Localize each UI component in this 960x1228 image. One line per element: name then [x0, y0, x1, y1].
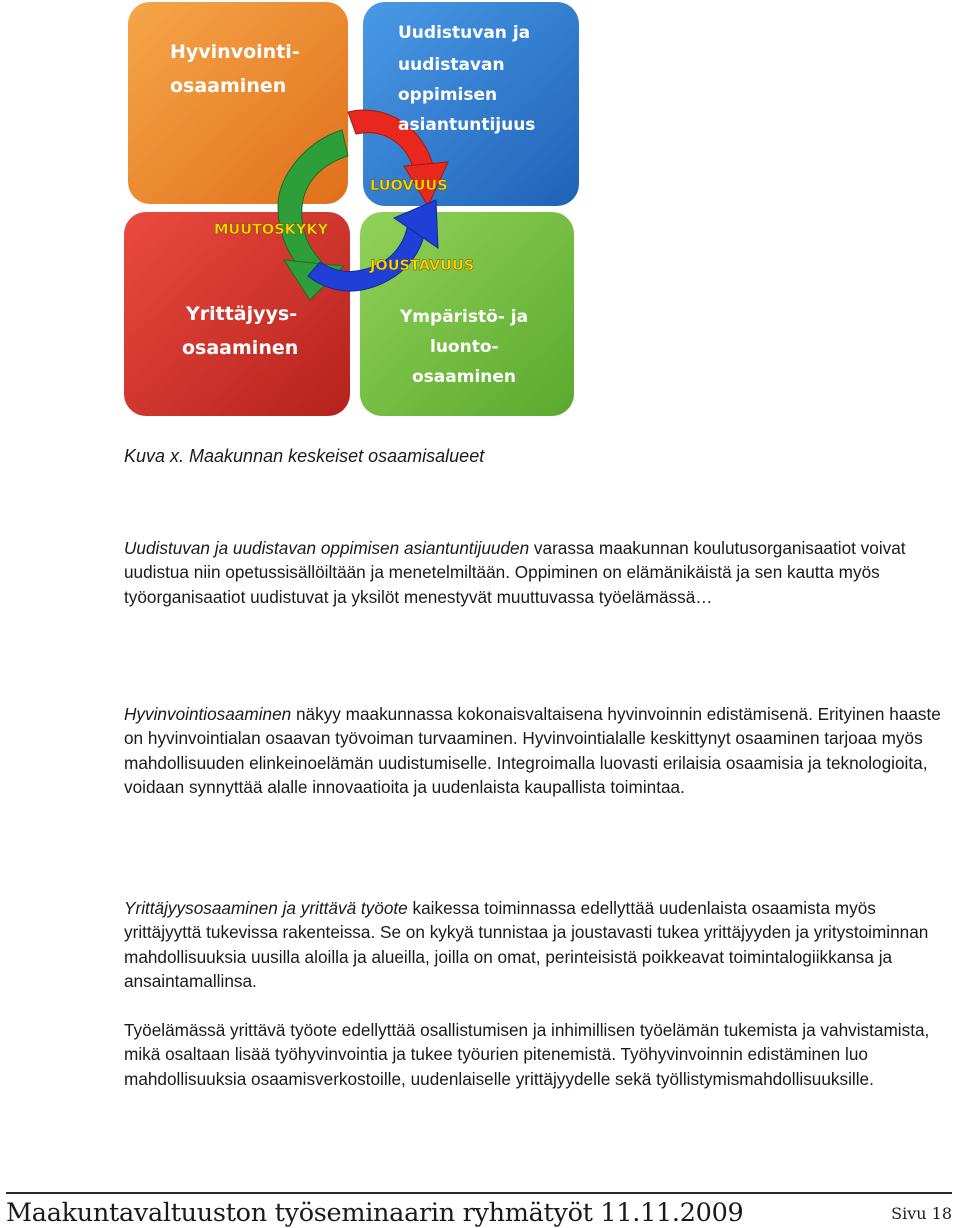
label-ymparisto-line2: luonto- — [430, 337, 499, 357]
paragraph-learning-rest: varassa maakunnan koulutusorganisaatiot voivat uudistua niin opetussisällöiltään ja menetelmiltään. Oppiminen on elämänikäistä ja sen kautta myös työorganisaatiot uudistuvat ja yksilöt menestyvät muuttuvassa työelämässä… — [124, 538, 906, 607]
paragraph-entrepreneurship — [124, 896, 944, 994]
label-uudistuvan-line1: Uudistuvan ja — [398, 23, 531, 43]
page-footer — [6, 1192, 952, 1228]
figure-caption: Kuva x. Maakunnan keskeiset osaamisalueet — [124, 446, 485, 466]
paragraph-entrepreneurship-lead: Yrittäjyysosaaminen ja yrittävä työote — [124, 898, 408, 918]
paragraph-learning-lead: Uudistuvan ja uudistavan oppimisen asiantuntijuuden — [124, 538, 530, 558]
label-joustavuus: JOUSTAVUUS — [370, 258, 475, 274]
label-uudistuvan-line2: uudistavan — [398, 55, 505, 75]
label-luovuus: LUOVUUS — [370, 178, 448, 194]
page-number: Sivu 18 — [891, 1204, 952, 1223]
label-hyvinvointi-line1: Hyvinvointi- — [170, 41, 300, 63]
label-hyvinvointi-line2: osaaminen — [170, 75, 287, 97]
label-ymparisto-line3: osaaminen — [412, 367, 517, 387]
paragraph-wellbeing — [124, 702, 944, 800]
paragraph-working-life — [124, 1018, 944, 1091]
label-yrittajyys-line1: Yrittäjyys- — [186, 303, 298, 325]
label-uudistuvan-line4: asiantuntijuus — [398, 115, 536, 135]
paragraph-wellbeing-rest: näkyy maakunnassa kokonaisvaltaisena hyvinvoinnin edistämisenä. Erityinen haaste on hyvinvointialan osaavan työvoiman turvaaminen. Hyvinvointialalle keskittynyt osaaminen tarjoaa myös mahdollisuuden elinkeinoelämän uudistumiselle. Integroimalla luovasti erilaisia osaamisia ja teknologioita, voidaan synnyttää alalle innovaatioita ja uudenlaista kaupallista toimintaa. — [124, 704, 941, 798]
label-ymparisto-line1: Ympäristö- ja — [400, 307, 529, 327]
paragraph-wellbeing-lead: Hyvinvointiosaaminen — [124, 704, 292, 724]
paragraph-entrepreneurship-rest: kaikessa toiminnassa edellyttää uudenlaista osaamista myös yrittäjyyttä tukevissa rakenteissa. Se on kykyä tunnistaa ja joustavasti tukea yrittäjyyden ja yritystoiminnan mahdollisuuksia uusilla aloilla ja alueilla, joilla on omat, perinteisistä poikkeavat toimintalogiikkansa ja ansaintamallinsa. — [124, 898, 929, 992]
paragraph-learning — [124, 536, 944, 609]
paragraph-working-life-text: Työelämässä yrittävä työote edellyttää osallistumisen ja inhimillisen työelämän tukemista ja vahvistamista, mikä osaltaan lisää työhyvinvointia ja tukee työurien pitenemistä. Työhyvinvoinnin edistäminen luo mahdollisuuksia osaamisverkostoille, uudenlaiselle yrittäjyydelle sekä työllistymismahdollisuuksille. — [124, 1020, 930, 1089]
label-yrittajyys-line2: osaaminen — [182, 337, 299, 359]
label-uudistuvan-line3: oppimisen — [398, 85, 498, 105]
label-muutoskyky: MUUTOSKYKY — [214, 222, 329, 238]
footer-title: Maakuntavaltuuston työseminaarin ryhmätyöt 11.11.2009 — [6, 1198, 744, 1228]
competence-areas-diagram — [108, 0, 588, 420]
